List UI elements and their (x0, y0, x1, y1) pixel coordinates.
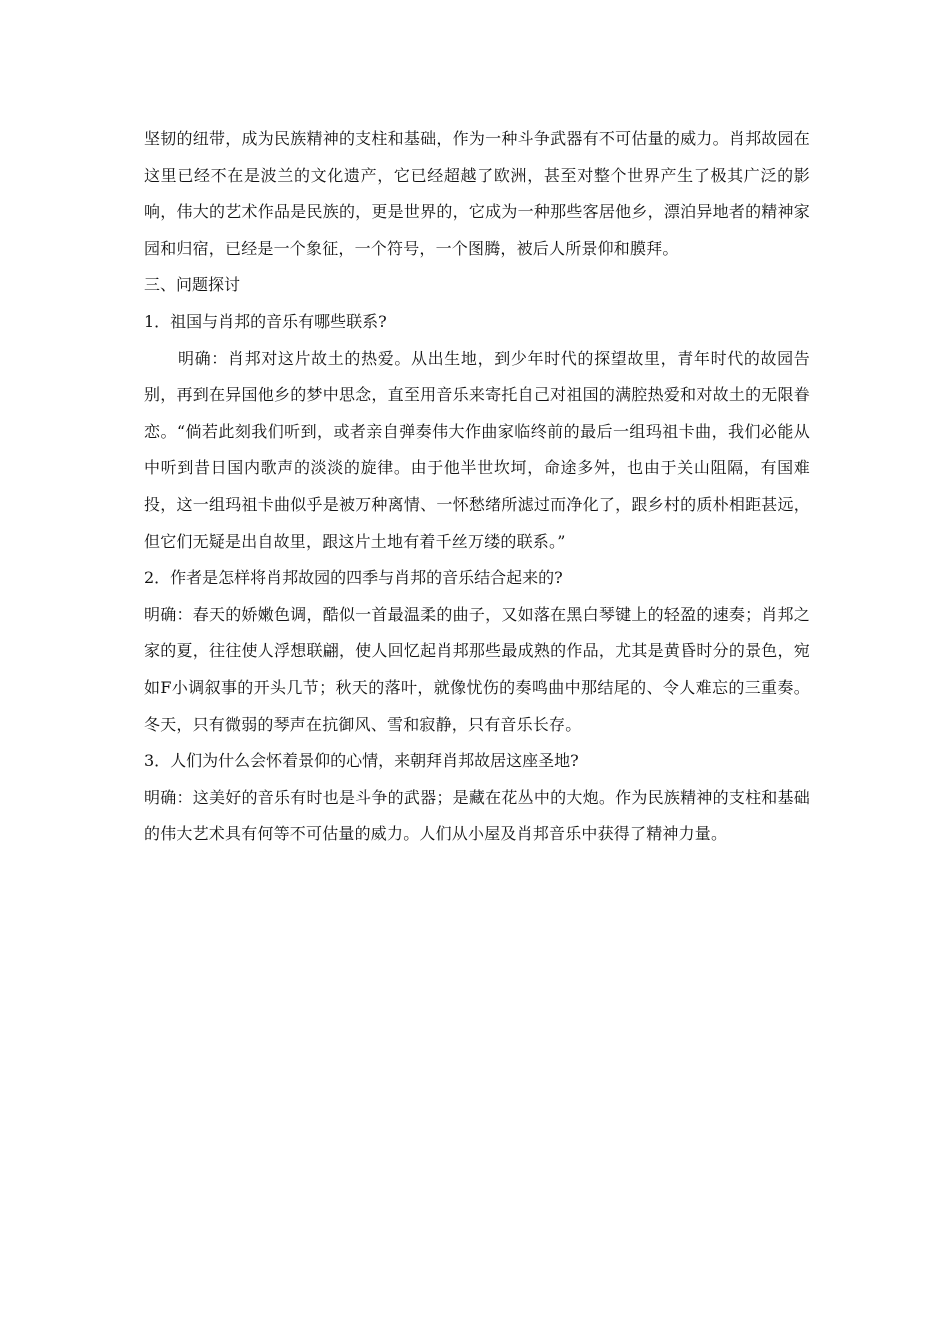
answer-3: 明确：这美好的音乐有时也是斗争的武器；是藏在花丛中的大炮。作为民族精神的支柱和基础的伟大艺术具有何等不可估量的威力。人们从小屋及肖邦音乐中获得了精神力量。 (144, 787, 810, 844)
section-heading: 三、问题探讨 (144, 275, 241, 295)
intro-continued-paragraph: 坚韧的纽带，成为民族精神的支柱和基础，作为一种斗争武器有不可估量的威力。肖邦故园在这里已经不在是波兰的文化遗产，它已经超越了欧洲，甚至对整个世界产生了极其广泛的影响，伟大的艺术作品是民族的，更是世界的，它成为一种那些客居他乡，漂泊异地者的精神家园和归宿，已经是一个象征，一个符号，一个图腾，被后人所景仰和膜拜。 (144, 129, 810, 258)
question-1: 1．祖国与肖邦的音乐有哪些联系? (144, 311, 387, 331)
document-body (144, 121, 810, 853)
answer-2: 明确：春天的娇嫩色调，酷似一首最温柔的曲子，又如落在黑白琴键上的轻盈的速奏；肖邦之家的夏，往往使人浮想联翩，使人回忆起肖邦那些最成熟的作品，尤其是黄昏时分的景色，宛如F小调叙事的开头几节；秋天的落叶，就像忧伤的奏鸣曲中那结尾的、令人难忘的三重奏。冬天，只有微弱的琴声在抗御风、雪和寂静，只有音乐长存。 (144, 604, 810, 734)
question-3: 3．人们为什么会怀着景仰的心情，来朝拜肖邦故居这座圣地? (144, 751, 579, 771)
question-2: 2．作者是怎样将肖邦故园的四季与肖邦的音乐结合起来的? (144, 568, 563, 588)
answer-1: 明确：肖邦对这片故土的热爱。从出生地，到少年时代的探望故里，青年时代的故园告别，再到在异国他乡的梦中思念，直至用音乐来寄托自己对祖国的满腔热爱和对故土的无限眷恋。“倘若此刻我们听到，或者亲自弹奏伟大作曲家临终前的最后一组玛祖卡曲，我们必能从中听到昔日国内歌声的淡淡的旋律。由于他半世坎坷，命途多舛，也由于关山阻隔，有国难投，这一组玛祖卡曲似乎是被万种离情、一怀愁绪所滤过而净化了，跟乡村的质朴相距甚远，但它们无疑是出自故里，跟这片土地有着千丝万缕的联系。” (144, 348, 810, 551)
